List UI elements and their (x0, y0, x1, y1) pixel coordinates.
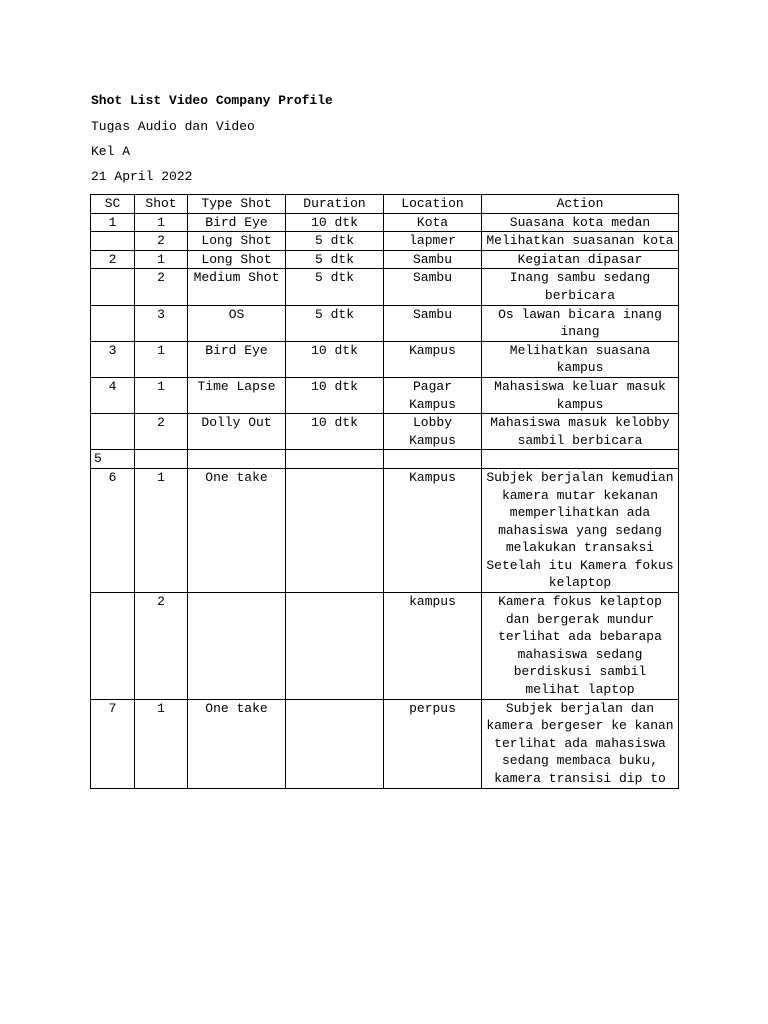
cell-shot: 1 (135, 341, 188, 377)
cell-action: Os lawan bicara inang inang (482, 305, 679, 341)
cell-type-shot: Time Lapse (188, 377, 286, 413)
table-row (91, 213, 679, 232)
header-action: Action (482, 195, 679, 214)
table-header-row (91, 195, 679, 214)
table-row (91, 377, 679, 413)
cell-shot: 2 (135, 269, 188, 305)
cell-sc (91, 232, 135, 251)
cell-shot: 1 (135, 213, 188, 232)
cell-sc: 7 (91, 699, 135, 788)
cell-duration: 5 dtk (286, 232, 384, 251)
document-date: 21 April 2022 (91, 169, 193, 184)
cell-duration (286, 699, 384, 788)
header-location: Location (384, 195, 482, 214)
cell-action: Subjek berjalan dan kamera bergeser ke kanan terlihat ada mahasiswa sedang membaca buku, kamera transisi dip to (482, 699, 679, 788)
table-row (91, 269, 679, 305)
cell-duration (286, 593, 384, 700)
cell-type-shot (188, 450, 286, 469)
cell-sc: 6 (91, 468, 135, 592)
cell-location: Kota (384, 213, 482, 232)
cell-action: Kegiatan dipasar (482, 250, 679, 269)
cell-type-shot: OS (188, 305, 286, 341)
cell-location: perpus (384, 699, 482, 788)
cell-location: Sambu (384, 250, 482, 269)
table-row (91, 250, 679, 269)
cell-sc: 1 (91, 213, 135, 232)
cell-action: Mahasiswa masuk kelobby sambil berbicara (482, 414, 679, 450)
table-row (91, 232, 679, 251)
cell-location: Kampus (384, 468, 482, 592)
cell-type-shot: Dolly Out (188, 414, 286, 450)
cell-duration: 5 dtk (286, 269, 384, 305)
cell-duration (286, 450, 384, 469)
cell-location: lapmer (384, 232, 482, 251)
document-title: Shot List Video Company Profile (91, 93, 333, 108)
cell-shot: 2 (135, 414, 188, 450)
table-row (91, 593, 679, 700)
cell-sc (91, 269, 135, 305)
cell-sc (91, 593, 135, 700)
header-sc: SC (91, 195, 135, 214)
cell-shot: 1 (135, 699, 188, 788)
group-label: Kel A (91, 144, 131, 159)
cell-shot: 2 (135, 593, 188, 700)
cell-location: Kampus (384, 341, 482, 377)
header-duration: Duration (286, 195, 384, 214)
cell-type-shot: Medium Shot (188, 269, 286, 305)
table-row (91, 341, 679, 377)
cell-location: Pagar Kampus (384, 377, 482, 413)
cell-duration: 5 dtk (286, 305, 384, 341)
cell-action: Inang sambu sedang berbicara (482, 269, 679, 305)
table-row (91, 450, 679, 469)
cell-type-shot: Long Shot (188, 232, 286, 251)
cell-location: Sambu (384, 269, 482, 305)
cell-type-shot: Bird Eye (188, 213, 286, 232)
cell-action (482, 450, 679, 469)
cell-type-shot: Long Shot (188, 250, 286, 269)
cell-duration: 10 dtk (286, 377, 384, 413)
cell-type-shot (188, 593, 286, 700)
cell-sc: 3 (91, 341, 135, 377)
cell-duration (286, 468, 384, 592)
cell-shot: 3 (135, 305, 188, 341)
cell-duration: 10 dtk (286, 341, 384, 377)
cell-sc: 4 (91, 377, 135, 413)
cell-location: Sambu (384, 305, 482, 341)
cell-action: Suasana kota medan (482, 213, 679, 232)
header-type-shot: Type Shot (188, 195, 286, 214)
cell-type-shot: Bird Eye (188, 341, 286, 377)
cell-sc (91, 414, 135, 450)
cell-action: Melihatkan suasanan kota (482, 232, 679, 251)
cell-location (384, 450, 482, 469)
cell-shot (135, 450, 188, 469)
table-row (91, 468, 679, 592)
shot-list-table (90, 194, 679, 789)
cell-location: Lobby Kampus (384, 414, 482, 450)
cell-shot: 1 (135, 377, 188, 413)
cell-sc: 2 (91, 250, 135, 269)
cell-action: Mahasiswa keluar masuk kampus (482, 377, 679, 413)
cell-shot: 1 (135, 250, 188, 269)
cell-type-shot: One take (188, 468, 286, 592)
table-row (91, 414, 679, 450)
table-row (91, 305, 679, 341)
cell-shot: 1 (135, 468, 188, 592)
cell-location: kampus (384, 593, 482, 700)
header-shot: Shot (135, 195, 188, 214)
cell-duration: 10 dtk (286, 213, 384, 232)
document-subtitle: Tugas Audio dan Video (91, 119, 255, 134)
cell-shot: 2 (135, 232, 188, 251)
cell-action: Subjek berjalan kemudian kamera mutar kekanan memperlihatkan ada mahasiswa yang sedang melakukan transaksi Setelah itu Kamera fokus kelaptop (482, 468, 679, 592)
cell-type-shot: One take (188, 699, 286, 788)
cell-action: Melihatkan suasana kampus (482, 341, 679, 377)
cell-sc (91, 305, 135, 341)
cell-duration: 10 dtk (286, 414, 384, 450)
cell-action: Kamera fokus kelaptop dan bergerak mundur terlihat ada bebarapa mahasiswa sedang berdiskusi sambil melihat laptop (482, 593, 679, 700)
table-row (91, 699, 679, 788)
cell-sc: 5 (91, 450, 135, 469)
cell-duration: 5 dtk (286, 250, 384, 269)
